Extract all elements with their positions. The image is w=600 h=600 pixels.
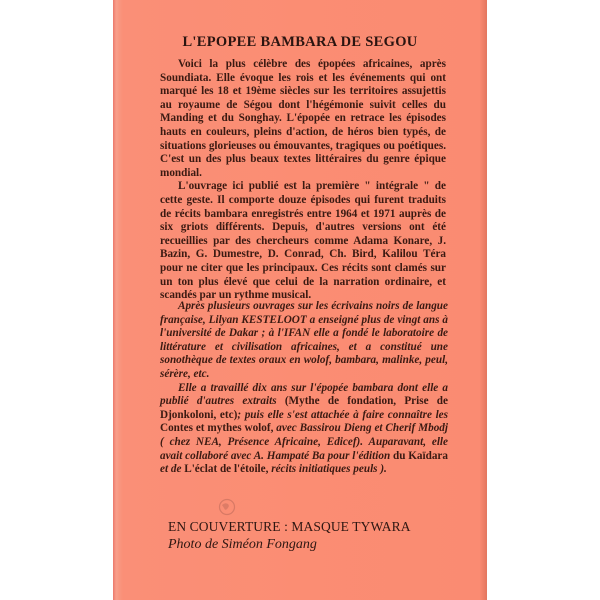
globe-icon	[218, 498, 236, 516]
bio-work-title: Contes et mythes wolof,	[160, 422, 274, 435]
bio-text: récits initiatiques peuls ).	[268, 463, 387, 476]
spine-shadow	[113, 0, 119, 600]
bio-text: Elle a travaillé dix ans sur l'épopée bambara dont elle a publié d'autres extraits	[160, 381, 448, 408]
book-title: L'EPOPEE BAMBARA DE SEGOU	[182, 34, 418, 50]
photo-credit: Photo de Siméon Fongang	[168, 537, 317, 552]
bio-text: ; puis elle s'est attachée à faire connaître les	[237, 408, 448, 421]
cover-credit: EN COUVERTURE : MASQUE TYWARA	[168, 519, 411, 534]
author-bio-paragraph-2	[160, 382, 448, 477]
description-paragraph-1: Voici la plus célèbre des épopées africaines, après Soundiata. Elle évoque les rois et les événements qui ont marqué les 18 et 19ème siècles sur les territoires assujettis au royaume de Ségou dont l'hégémonie suivit celles du Manding et du Songhay. L'épopée en retrace les épisodes hauts en couleurs, pleins d'action, de héros bien typés, de situations glorieuses ou émouvantes, tragiques ou poétiques. C'est un des plus beaux textes littéraires du genre épique mondial.	[160, 58, 446, 179]
bio-text: avec Bassirou Dieng et Cherif Mbodj ( chez NEA, Présence Africaine, Edicef). Auparavant, elle avait collaboré avec A. Hampaté Ba pour l'édition	[160, 422, 448, 462]
bio-work-titles: (Mythe de fondation, Prise de Djonkoloni, etc)	[160, 395, 448, 421]
book-back-cover	[113, 0, 487, 600]
author-bio-paragraph-1: Après plusieurs ouvrages sur les écrivains noirs de langue française, Lilyan KESTELOOT a enseigné plus de vingt ans à l'université de Dakar ; à l'IFAN elle a fondé le laboratoire de littérature et civilisation africaines, et a constitué une sonothèque de textes oraux en wolof, bambara, malinke, peul, sérère, etc.	[160, 300, 448, 380]
description-paragraph-2: L'ouvrage ici publié est la première " intégrale " de cette geste. Il comporte douze épisodes qui furent traduits de récits bambara enregistrés entre 1964 et 1971 auprès de six griots différents. Depuis, d'autres versions ont été recueillies par des chercheurs comme Adama Konare, J. Bazin, G. Dumestre, D. Conrad, Ch. Bird, Kalilou Téra pour ne citer que les principaux. Ces récits sont clamés sur un ton plus élevé que celui de la narration ordinaire, et scandés par un rythme musical.	[160, 180, 446, 302]
bio-text: et de	[160, 463, 185, 476]
bio-work-title: L'éclat de l'étoile,	[184, 463, 269, 476]
bio-work-title: du Kaïdara	[392, 449, 448, 462]
book-description	[160, 58, 446, 303]
author-bio	[160, 300, 448, 477]
